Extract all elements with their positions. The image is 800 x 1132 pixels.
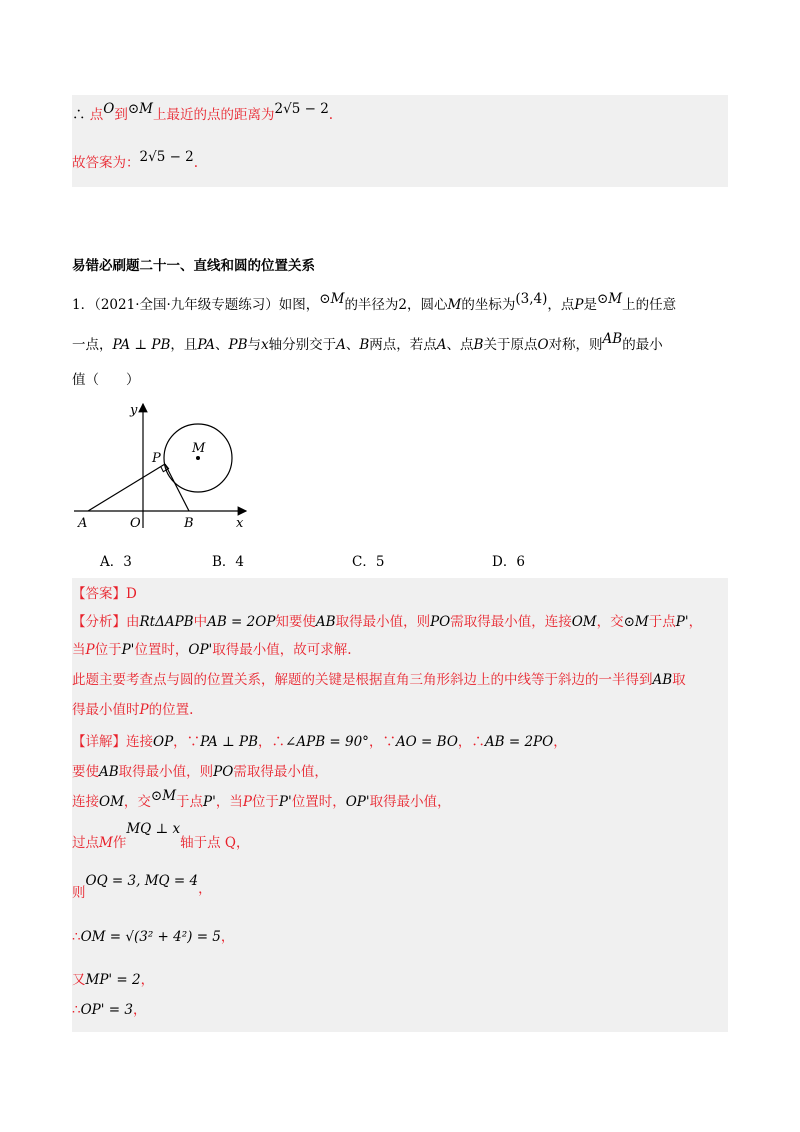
text: 的最小 xyxy=(622,337,663,353)
detail-line-4 xyxy=(72,821,250,853)
segment-PA xyxy=(88,464,165,511)
math-perp: PA ⊥ PB xyxy=(200,734,259,750)
detail-line-3 xyxy=(72,788,451,812)
math-perp: MQ ⊥ x xyxy=(126,821,181,837)
text: . xyxy=(193,155,199,171)
text: 位置时， xyxy=(291,794,346,810)
math-circle-M: ⊙M xyxy=(127,101,154,117)
text: 则 xyxy=(72,885,86,901)
question-number: 1． xyxy=(72,297,95,313)
text: 轴分别交于 xyxy=(268,337,337,353)
question-source: （2021·全国·九年级专题练习）如图， xyxy=(94,297,320,313)
math-P: P xyxy=(242,794,252,810)
math-M: M xyxy=(99,835,113,851)
text: ， xyxy=(368,734,383,750)
answer-box xyxy=(72,578,728,1032)
detail-line-5 xyxy=(72,873,212,903)
question-line-1 xyxy=(72,291,677,315)
text: 位置时， xyxy=(134,642,189,658)
text: 取 xyxy=(672,672,686,688)
final-answer-line xyxy=(72,149,199,173)
text: 需取得最小值， xyxy=(233,764,328,780)
text: 上最近的点的距离为 xyxy=(153,107,275,123)
text: 连接 xyxy=(126,734,153,750)
option-c[interactable]: C．5 xyxy=(352,554,385,570)
option-d[interactable]: D．6 xyxy=(492,554,525,570)
geometry-figure xyxy=(70,400,260,535)
math-P: P xyxy=(139,702,149,718)
math-value: 2√5 − 2 xyxy=(139,149,194,165)
math-OP: OP xyxy=(153,734,174,750)
math-PB: PB xyxy=(228,337,248,353)
math-OM: OM xyxy=(571,614,597,630)
answer-tag: 【答案】 xyxy=(72,586,126,602)
because-symbol: ∵ xyxy=(186,734,201,750)
section-title: 易错必刷题二十一、直线和圆的位置关系 xyxy=(72,258,315,274)
answer-box-top xyxy=(72,95,728,187)
text: 两点，若点 xyxy=(369,337,437,353)
text: 连接 xyxy=(72,794,99,810)
text: ，点 xyxy=(547,297,575,313)
math-AB: AB xyxy=(315,614,336,630)
text: 取得最小值，故可求解. xyxy=(212,642,352,658)
detail-line-7 xyxy=(72,970,154,990)
text: 的坐标为 xyxy=(461,297,516,313)
math-value: 2√5 − 2 xyxy=(274,101,329,117)
math-PO: PO xyxy=(430,614,451,630)
text: ， xyxy=(140,972,155,988)
math-B: B xyxy=(359,337,370,353)
text: 取得最小值， xyxy=(369,794,451,810)
detail-line-6 xyxy=(72,927,234,947)
text: 轴于点 Q， xyxy=(180,835,250,851)
text: ，当 xyxy=(215,794,243,810)
text: 取得最小值，则 xyxy=(335,614,431,630)
math-x: x xyxy=(261,337,269,353)
math-P-prime: P' xyxy=(121,642,135,658)
text: 的半径为2，圆心 xyxy=(344,297,448,313)
analysis-line-3 xyxy=(72,670,686,690)
text: ， xyxy=(457,734,472,750)
text: 取得最小值，则 xyxy=(118,764,214,780)
option-a[interactable]: A．3 xyxy=(100,554,132,570)
text: 点 xyxy=(89,107,104,123)
math-P-prime: P' xyxy=(675,614,689,630)
math-O: O xyxy=(537,337,549,353)
text: ， xyxy=(173,734,187,750)
text: 、 xyxy=(345,337,360,353)
text: 于点 xyxy=(176,794,204,810)
math-P: P xyxy=(574,297,584,313)
text: 位于 xyxy=(251,794,279,810)
therefore-symbol: ∴ xyxy=(72,929,81,945)
text: ， xyxy=(688,614,703,630)
analysis-line-1 xyxy=(72,612,702,632)
analysis-line-4 xyxy=(72,700,193,720)
math-B: B xyxy=(473,337,484,353)
text: 此题主要考查点与圆的位置关系，解题的关键是根据直角三角形斜边上的中线等于斜边的一半得到 xyxy=(72,672,653,688)
final-answer-label: 故答案为： xyxy=(72,155,140,171)
therefore-symbol: ∴ xyxy=(72,1002,81,1018)
detail-line-2 xyxy=(72,762,328,782)
math-perp: PA ⊥ PB xyxy=(112,337,171,353)
math-AB: AB xyxy=(602,331,623,347)
detail-line-1 xyxy=(72,732,567,752)
math-PO: PO xyxy=(213,764,234,780)
text: ，交 xyxy=(596,614,624,630)
option-b[interactable]: B．4 xyxy=(212,554,245,570)
math-A: A xyxy=(336,337,346,353)
text: 于点 xyxy=(648,614,676,630)
text: 的位置. xyxy=(148,702,194,718)
question-line-2 xyxy=(72,331,663,355)
text: ， xyxy=(220,929,235,945)
detail-line-8 xyxy=(72,1000,146,1020)
math-P: P xyxy=(85,642,95,658)
text: 与 xyxy=(247,337,261,353)
label-x: x xyxy=(236,516,244,531)
therefore-symbol: ∴ xyxy=(72,107,86,123)
math-eq: AB = 2OP xyxy=(207,614,276,630)
therefore-symbol: ∴ xyxy=(471,734,485,750)
math-circle-M: ⊙M xyxy=(150,788,177,804)
text: 位于 xyxy=(94,642,122,658)
math-eq: AB = 2PO xyxy=(484,734,554,750)
text: 知要使 xyxy=(275,614,316,630)
text: ，且 xyxy=(170,337,198,353)
math-AB: AB xyxy=(99,764,119,780)
text: 上的任意 xyxy=(622,297,677,313)
math-circle-M: ⊙M xyxy=(319,291,345,307)
detail-tag: 【详解】 xyxy=(72,734,126,750)
math-O: O xyxy=(103,101,115,117)
text: 得最小值时 xyxy=(72,702,140,718)
math-eq: AO = BO xyxy=(395,734,458,750)
text: 作 xyxy=(112,835,127,851)
math-OP-prime: OP' xyxy=(345,794,370,810)
math-angle: ∠APB = 90° xyxy=(285,734,369,750)
text: ， xyxy=(198,881,212,897)
therefore-symbol: ∴ xyxy=(271,734,286,750)
math-eq: OQ = 3, MQ = 4 xyxy=(85,873,199,889)
center-M-dot xyxy=(196,456,200,460)
text: 由 xyxy=(126,614,140,630)
text: ， xyxy=(258,734,272,750)
math-eq: OP' = 3 xyxy=(80,1002,133,1018)
math-P-prime: P' xyxy=(278,794,292,810)
math-P-prime: P' xyxy=(203,794,216,810)
because-symbol: ∵ xyxy=(382,734,396,750)
text: 一点， xyxy=(72,337,113,353)
label-P: P xyxy=(152,451,161,466)
math-AB: AB xyxy=(652,672,673,688)
label-A: A xyxy=(78,516,88,531)
text: 对称，则 xyxy=(548,337,603,353)
math-eq: OM = √(3² + 4²) = 5 xyxy=(80,929,221,945)
text: ，交 xyxy=(123,794,151,810)
text: 当 xyxy=(72,642,86,658)
answer-value: D xyxy=(126,586,137,602)
math-coord: (3,4) xyxy=(515,291,548,307)
math-A: A xyxy=(436,337,447,353)
text: . xyxy=(328,107,334,123)
segment-PB xyxy=(165,464,189,511)
label-M: M xyxy=(192,441,206,456)
question-line-3: 值（ ） xyxy=(72,372,140,388)
math-OM: OM xyxy=(99,794,124,810)
conclusion-line xyxy=(72,101,334,125)
text: 到 xyxy=(114,107,128,123)
text: 要使 xyxy=(72,764,99,780)
label-y: y xyxy=(130,403,138,418)
analysis-line-2 xyxy=(72,640,352,660)
math-circle-M: ⊙M xyxy=(596,291,623,307)
text: 中 xyxy=(193,614,208,630)
math-OP-prime: OP' xyxy=(188,642,213,658)
math-rt-triangle: RtΔAPB xyxy=(139,614,194,630)
analysis-tag: 【分析】 xyxy=(72,614,126,630)
text: 需取得最小值，连接 xyxy=(450,614,572,630)
answer-line xyxy=(72,584,137,604)
math-M: M xyxy=(447,297,462,313)
math-circle-M: ⊙M xyxy=(623,614,649,630)
text: ， xyxy=(553,734,567,750)
text: 关于原点 xyxy=(483,337,538,353)
text: 、 xyxy=(214,337,229,353)
math-eq: MP' = 2 xyxy=(85,972,141,988)
math-PA: PA xyxy=(197,337,215,353)
label-B: B xyxy=(184,516,194,531)
text: 又 xyxy=(72,972,86,988)
text: 、点 xyxy=(446,337,474,353)
text: 是 xyxy=(583,297,597,313)
text: 过点 xyxy=(72,835,99,851)
text: ， xyxy=(132,1002,147,1018)
label-O: O xyxy=(130,516,141,531)
